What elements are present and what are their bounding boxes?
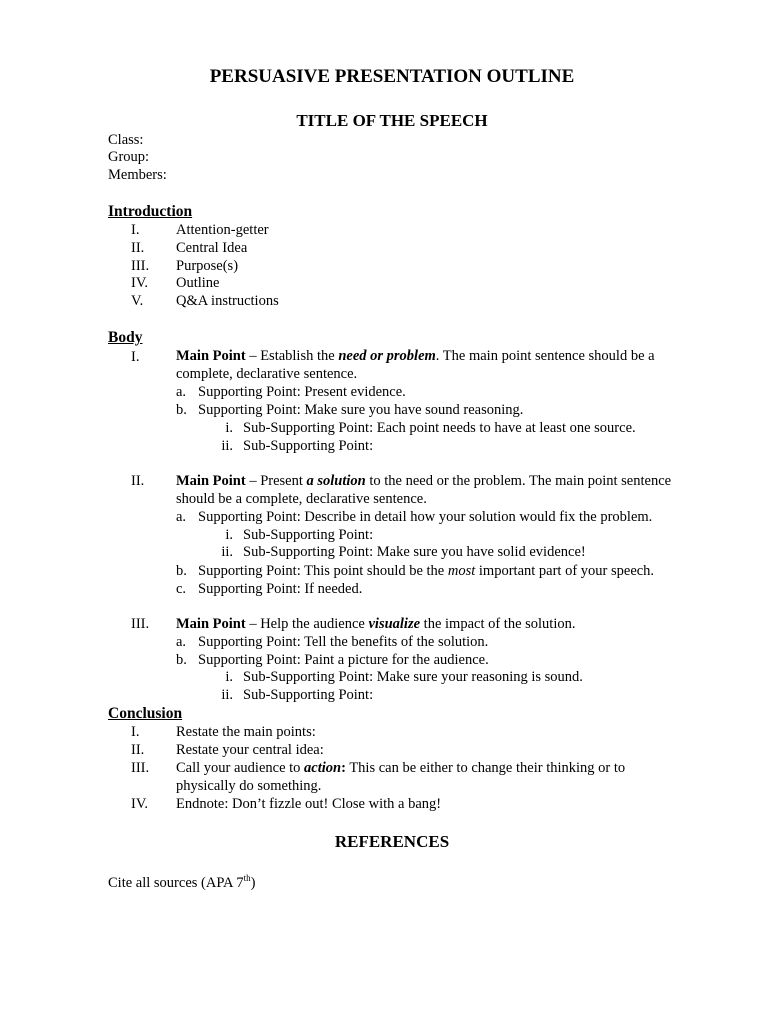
main-point-label: Main Point — [176, 473, 246, 489]
supporting-point-label: a. — [176, 634, 187, 650]
main-point-text-part: – Present — [245, 473, 307, 489]
sub-supporting-point: Sub-Supporting Point: Each point needs to have at least one source. — [243, 420, 636, 436]
supporting-point-label: b. — [176, 563, 187, 579]
citation-text: Cite all sources (APA 7 — [108, 874, 244, 891]
list-item-number: IV. — [131, 275, 149, 291]
main-point-text-part: . The main point sentence should be a complete, declarative sentence. — [176, 348, 655, 382]
supporting-point-text-part: Supporting Point: This point should be the — [198, 563, 448, 579]
sub-supporting-point-label: i. — [225, 527, 233, 543]
supporting-point: Supporting Point: Paint a picture for the audience. — [198, 652, 489, 668]
supporting-point — [198, 563, 654, 580]
main-point-text — [176, 616, 576, 633]
list-item-text-part: : — [341, 760, 346, 776]
body-heading: Body — [108, 329, 143, 346]
list-item-number: III. — [131, 258, 150, 274]
references-heading: REFERENCES — [334, 832, 450, 851]
citation-text: ) — [250, 874, 256, 891]
emphasis-text: action — [304, 760, 342, 776]
group-field-label: Group: — [108, 149, 150, 165]
sub-supporting-point-label: ii. — [221, 687, 233, 703]
list-item: Q&A instructions — [176, 293, 279, 309]
list-item-number: II. — [131, 240, 145, 256]
sub-supporting-point: Sub-Supporting Point: — [243, 527, 374, 543]
supporting-point-label: b. — [176, 652, 187, 668]
citation-note — [108, 870, 255, 892]
supporting-point: Supporting Point: Make sure you have sound reasoning. — [198, 402, 524, 418]
list-item: Outline — [176, 275, 220, 291]
sub-supporting-point: Sub-Supporting Point: — [243, 438, 374, 454]
list-item-number: V. — [131, 293, 144, 309]
supporting-point-label: b. — [176, 402, 187, 418]
main-point-number: III. — [131, 616, 150, 632]
supporting-point: Supporting Point: Present evidence. — [198, 384, 406, 400]
list-item — [176, 760, 676, 795]
supporting-point: Supporting Point: If needed. — [198, 581, 363, 597]
supporting-point-text-part: important part of your speech. — [475, 563, 655, 579]
main-point-number: II. — [131, 473, 145, 489]
list-item: Restate your central idea: — [176, 742, 324, 758]
supporting-point: Supporting Point: Describe in detail how your solution would fix the problem. — [198, 509, 653, 525]
main-point-text-part: the impact of the solution. — [420, 616, 576, 632]
citation-superscript: th — [243, 873, 251, 883]
emphasis-text: a solution — [306, 473, 366, 489]
sub-supporting-point-label: ii. — [221, 438, 233, 454]
emphasis-text: most — [447, 563, 476, 579]
supporting-point-label: a. — [176, 509, 187, 525]
main-point-label: Main Point — [176, 348, 246, 364]
class-field-label: Class: — [108, 132, 144, 148]
sub-supporting-point: Sub-Supporting Point: Make sure you have solid evidence! — [243, 544, 586, 560]
main-point-text — [176, 473, 696, 508]
list-item-text-part: This can be either to change their thinking or to physically do something. — [176, 760, 626, 794]
emphasis-text: visualize — [368, 616, 421, 632]
document-title: PERSUASIVE PRESENTATION OUTLINE — [209, 66, 575, 87]
list-item-number: I. — [131, 724, 140, 740]
main-point-text-part: to the need or the problem. The main point sentence should be a complete, declarative sentence. — [176, 473, 672, 507]
supporting-point-label: c. — [176, 581, 187, 597]
main-point-number: I. — [131, 349, 140, 365]
main-point-label: Main Point — [176, 616, 246, 632]
list-item: Endnote: Don’t fizzle out! Close with a bang! — [176, 796, 442, 812]
main-point-text-part: – Establish the — [245, 348, 339, 364]
introduction-heading: Introduction — [108, 203, 193, 220]
list-item-text-part: Call your audience to — [176, 760, 305, 776]
sub-supporting-point-label: i. — [225, 669, 233, 685]
list-item-number: I. — [131, 222, 140, 238]
list-item-number: III. — [131, 760, 150, 776]
main-point-text-part: – Help the audience — [245, 616, 369, 632]
sub-supporting-point: Sub-Supporting Point: Make sure your reasoning is sound. — [243, 669, 583, 685]
sub-supporting-point: Sub-Supporting Point: — [243, 687, 374, 703]
list-item: Purpose(s) — [176, 258, 239, 274]
list-item: Restate the main points: — [176, 724, 316, 740]
members-field-label: Members: — [108, 167, 167, 183]
main-point-text — [176, 348, 696, 383]
conclusion-heading: Conclusion — [108, 705, 183, 722]
sub-supporting-point-label: ii. — [221, 544, 233, 560]
speech-title: TITLE OF THE SPEECH — [296, 111, 488, 130]
list-item-number: II. — [131, 742, 145, 758]
list-item: Central Idea — [176, 240, 248, 256]
supporting-point: Supporting Point: Tell the benefits of the solution. — [198, 634, 489, 650]
supporting-point-label: a. — [176, 384, 187, 400]
sub-supporting-point-label: i. — [225, 420, 233, 436]
list-item: Attention-getter — [176, 222, 269, 238]
emphasis-text: need or problem — [338, 348, 436, 364]
list-item-number: IV. — [131, 796, 149, 812]
